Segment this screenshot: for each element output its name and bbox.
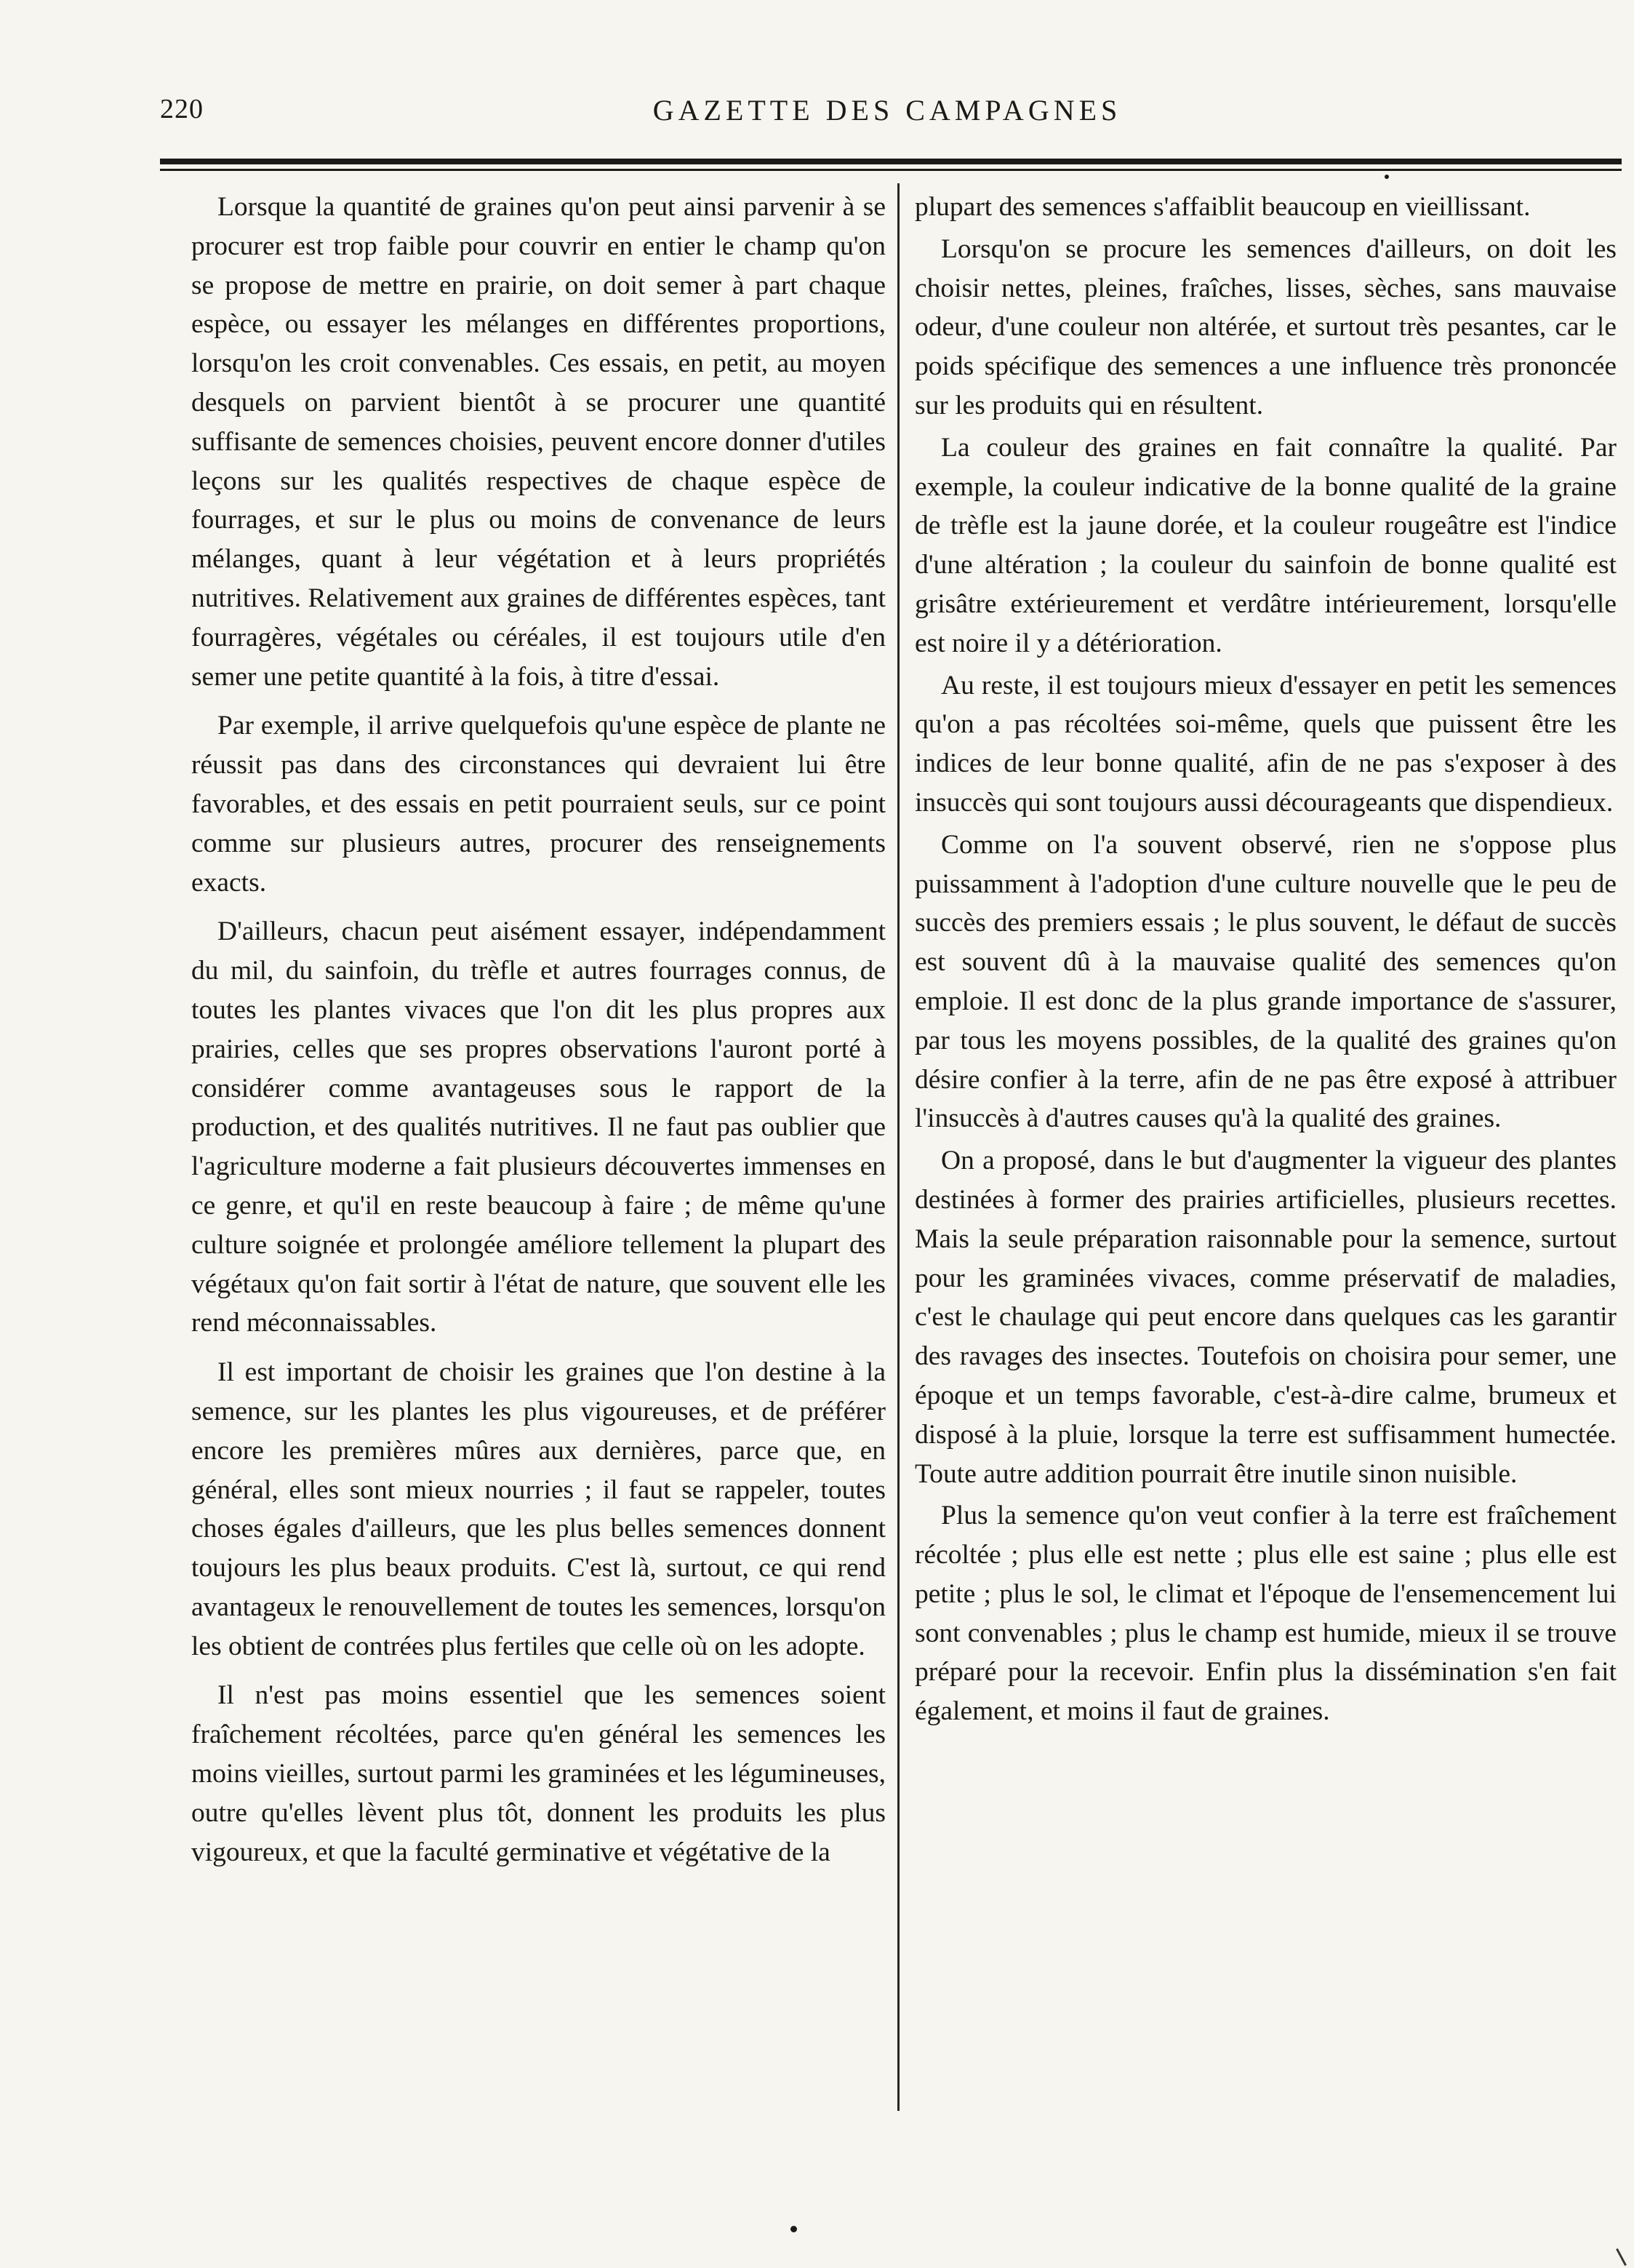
paragraph: Lorsqu'on se procure les semences d'ailleurs, on doit les choisir nettes, pleines, fraîches, lisses, sèches, sans mauvaise odeur, d'une couleur non altérée, et surtout très pesantes, car le poids spécifique des semences a une influence très prononcée sur les produits qui en résultent. <box>915 233 1617 420</box>
paragraph: Par exemple, il arrive quelquefois qu'une espèce de plante ne réussit pas dans des circonstances qui devraient lui être favorables, et des essais en petit pourraient seuls, sur ce point comme sur plusieurs autres, procurer des renseignements exacts. <box>191 711 886 898</box>
paragraph: On a proposé, dans le but d'augmenter la vigueur des plantes destinées à former des prairies artificielles, plusieurs recettes. Mais la seule préparation raisonnable pour la semence, surtout pour les graminées vivaces, comme préservatif de maladies, c'est le chaulage qui peut encore dans quelques cas les garantir des ravages des insectes. Toutefois on choisira pour semer, une époque et un temps favorable, c'est-à-dire calme, brumeux et disposé à la pluie, lorsque la terre est suffisamment humectée. Toute autre addition pourrait être inutile sinon nuisible. <box>915 1146 1617 1489</box>
paragraph: Il n'est pas moins essentiel que les semences soient fraîchement récoltées, parce qu'en général les semences les moins vieilles, surtout parmi les graminées et les légumineuses, outre qu'elles lèvent plus tôt, donnent les produits les plus vigoureux, et que la faculté germinative et végétative de la <box>191 1680 886 1867</box>
running-title: GAZETTE DES CAMPAGNES <box>652 94 1122 127</box>
paragraph: Au reste, il est toujours mieux d'essayer en petit les semences qu'on a pas récoltées soi-même, quels que puissent être les indices de leur bonne qualité, afin de ne pas s'exposer à des insuccès qui sont toujours aussi décourageants que dispendieux. <box>915 670 1617 818</box>
header-rule-thin <box>160 169 1622 171</box>
paragraph: D'ailleurs, chacun peut aisément essayer, indépendamment du mil, du sainfoin, du trèfle et autres fourrages connus, de toutes les plantes vivaces que l'on dit les plus propres aux prairies, celles que ses propres observations l'auront porté à considérer comme avantageuses sous le rapport de la production, et des qualités nutritives. Il ne faut pas oublier que l'agriculture moderne a fait plusieurs découvertes immenses en ce genre, et qu'il en reste beaucoup à faire ; de même qu'une culture soignée et prolongée améliore tellement la plupart des végétaux qu'on fait sortir à l'état de nature, que souvent elle les rend méconnaissables. <box>191 917 886 1338</box>
page-header <box>160 93 1614 137</box>
header-rule-thick <box>160 159 1622 164</box>
ink-mark <box>1616 2248 1627 2266</box>
ink-speck <box>1385 175 1389 179</box>
paragraph: Plus la semence qu'on veut confier à la terre est fraîchement récoltée ; plus elle est nette ; plus elle est saine ; plus elle est petite ; plus le sol, le climat et l'époque de l'ensemencement lui sont convenables ; plus le champ est humide, mieux il se trouve préparé pour la recevoir. Enfin plus la dissémination s'en fait également, et moins il faut de graines. <box>915 1501 1617 1727</box>
page-number: 220 <box>160 94 204 124</box>
paragraph: Il est important de choisir les graines que l'on destine à la semence, sur les plantes les plus vigoureuses, et de préférer encore les premières mûres aux dernières, parce que, en général, elles sont mieux nourries ; il faut se rappeler, toutes choses égales d'ailleurs, que les plus belles semences donnent toujours les plus beaux produits. C'est là, surtout, ce qui rend avantageux le renouvellement de toutes les semences, lorsqu'on les obtient de contrées plus fertiles que celle où on les adopte. <box>191 1357 886 1661</box>
left-column <box>191 188 886 1872</box>
right-column <box>915 188 1617 1731</box>
paragraph: Lorsque la quantité de graines qu'on peut ainsi parvenir à se procurer est trop faible pour couvrir en entier le champ qu'on se propose de mettre en prairie, on doit semer à part chaque espèce, ou essayer les mélanges en différentes proportions, lorsqu'on les croit convenables. Ces essais, en petit, au moyen desquels on parvient bientôt à se procurer une quantité suffisante de semences choisies, peuvent encore donner d'utiles leçons sur les qualités respectives de chaque espèce de fourrages, et sur le plus ou moins de convenance de leurs mélanges, quant à leur végétation et à leurs propriétés nutritives. Relativement aux graines de différentes espèces, tant fourragères, végétales ou céréales, il est toujours utile d'en semer une petite quantité à la fois, à titre d'essai. <box>191 192 886 692</box>
column-divider <box>897 183 900 2111</box>
paragraph: La couleur des graines en fait connaître la qualité. Par exemple, la couleur indicative de la bonne qualité de la graine de trèfle est la jaune dorée, et la couleur rougeâtre est l'indice d'une altération ; la couleur du sainfoin de bonne qualité est grisâtre extérieurement et verdâtre intérieurement, lorsqu'elle est noire il y a détérioration. <box>915 432 1617 658</box>
ink-speck <box>790 2226 797 2232</box>
paragraph: Comme on l'a souvent observé, rien ne s'oppose plus puissamment à l'adoption d'une culture nouvelle que le peu de succès des premiers essais ; le plus souvent, le défaut de succès est souvent dû à la mauvaise qualité des semences qu'on emploie. Il est donc de la plus grande importance de s'assurer, par tous les moyens possibles, de la qualité des graines qu'on désire confier à la terre, afin de ne pas être exposé à attribuer l'insuccès à d'autres causes qu'à la qualité des graines. <box>915 829 1617 1134</box>
paragraph: plupart des semences s'affaiblit beaucoup en vieillissant. <box>915 192 1531 222</box>
